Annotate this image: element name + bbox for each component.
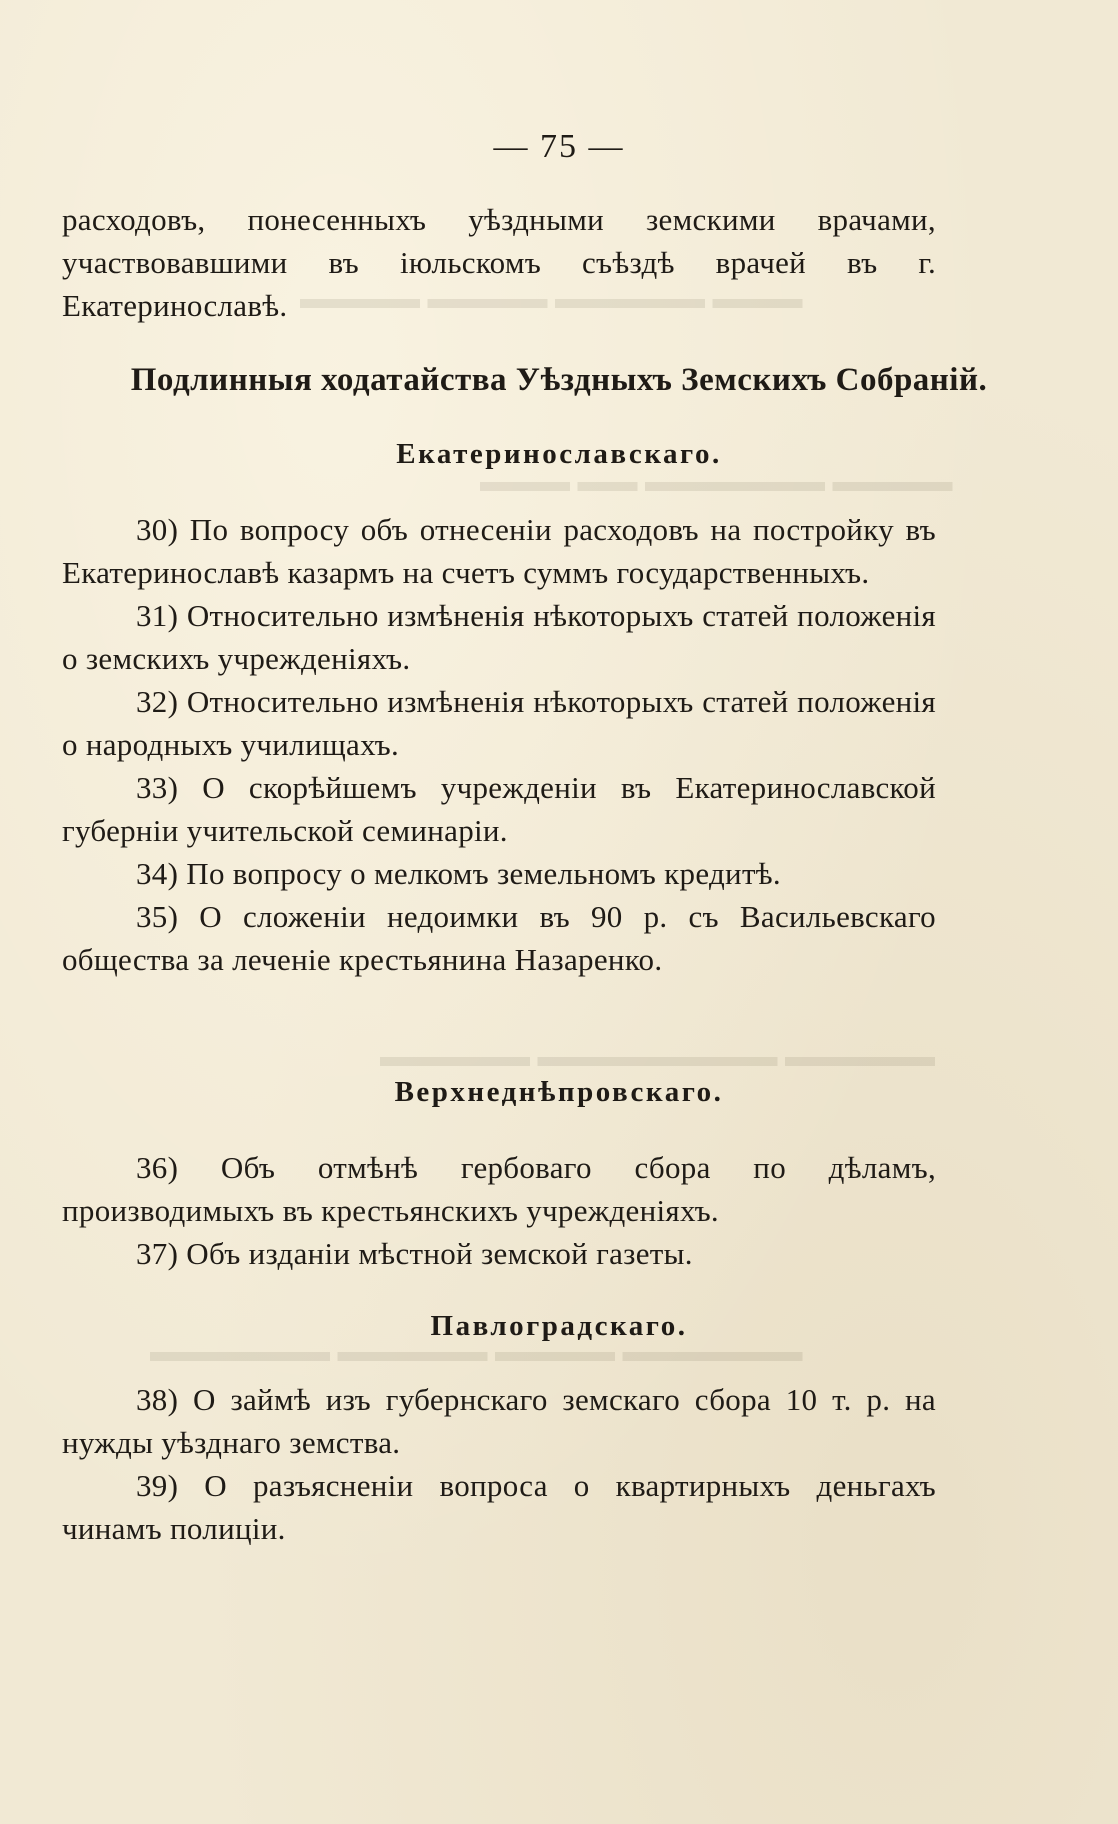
section-items-ekaterinoslav: [62, 508, 936, 981]
list-item: 35) О сложеніи недоимки въ 90 р. съ Васильевскаго общества за леченіе крестьянина Назаренко.: [62, 899, 936, 977]
list-item: 39) О разъясненіи вопроса о квартирныхъ деньгахъ чинамъ полиціи.: [62, 1468, 936, 1546]
list-item: 38) О займѣ изъ губернскаго земскаго сбора 10 т. р. на нужды уѣзднаго земства.: [62, 1382, 936, 1460]
main-heading: Подлинныя ходатайства Уѣздныхъ Земскихъ Собраній.: [130, 362, 988, 398]
list-item: 33) О скорѣйшемъ учрежденіи въ Екатеринославской губерніи учительской семинаріи.: [62, 770, 936, 848]
section-title-verkhnedneprovsk: Верхнеднѣпровскаго.: [394, 1076, 724, 1108]
show-through-1: ▬▬▬ ▬▬▬▬▬ ▬▬▬▬ ▬▬▬▬: [300, 282, 803, 315]
list-item: 37) Объ изданіи мѣстной земской газеты.: [136, 1236, 693, 1271]
list-item: 30) По вопросу объ отнесеніи расходовъ на постройку въ Екатеринославѣ казармъ на счетъ суммъ государственныхъ.: [62, 512, 936, 590]
list-item: 31) Относительно измѣненія нѣкоторыхъ статей положенія о земскихъ учрежденіяхъ.: [62, 598, 936, 676]
section-items-verkhnedneprovsk: [62, 1146, 936, 1275]
list-item: 34) По вопросу о мелкомъ земельномъ кредитѣ.: [136, 856, 781, 891]
section-items-pavlograd: [62, 1378, 936, 1550]
show-through-2: ▬▬▬▬ ▬▬▬▬▬▬ ▬▬ ▬▬▬: [480, 465, 953, 498]
show-through-3: ▬▬▬▬▬ ▬▬▬▬▬▬▬▬ ▬▬▬▬▬: [380, 1040, 935, 1073]
intro-text: расходовъ, понесенныхъ уѣздными земскими врачами, участвовавшими въ іюльскомъ съѣздѣ врачей въ г. Екатеринославѣ.: [62, 202, 936, 323]
show-through-4: ▬▬▬▬▬▬ ▬▬▬▬ ▬▬▬▬▬ ▬▬▬▬▬▬: [150, 1335, 803, 1368]
section-title-ekaterinoslav: Екатеринославскаго.: [396, 438, 722, 470]
page-number: — 75 —: [493, 128, 625, 165]
list-item: 36) Объ отмѣнѣ гербоваго сбора по дѣламъ, производимыхъ въ крестьянскихъ учрежденіяхъ.: [62, 1150, 936, 1228]
list-item: 32) Относительно измѣненія нѣкоторыхъ статей положенія о народныхъ училищахъ.: [62, 684, 936, 762]
section-title-pavlograd: Павлоградскаго.: [430, 1310, 688, 1342]
intro-paragraph: [62, 198, 936, 327]
